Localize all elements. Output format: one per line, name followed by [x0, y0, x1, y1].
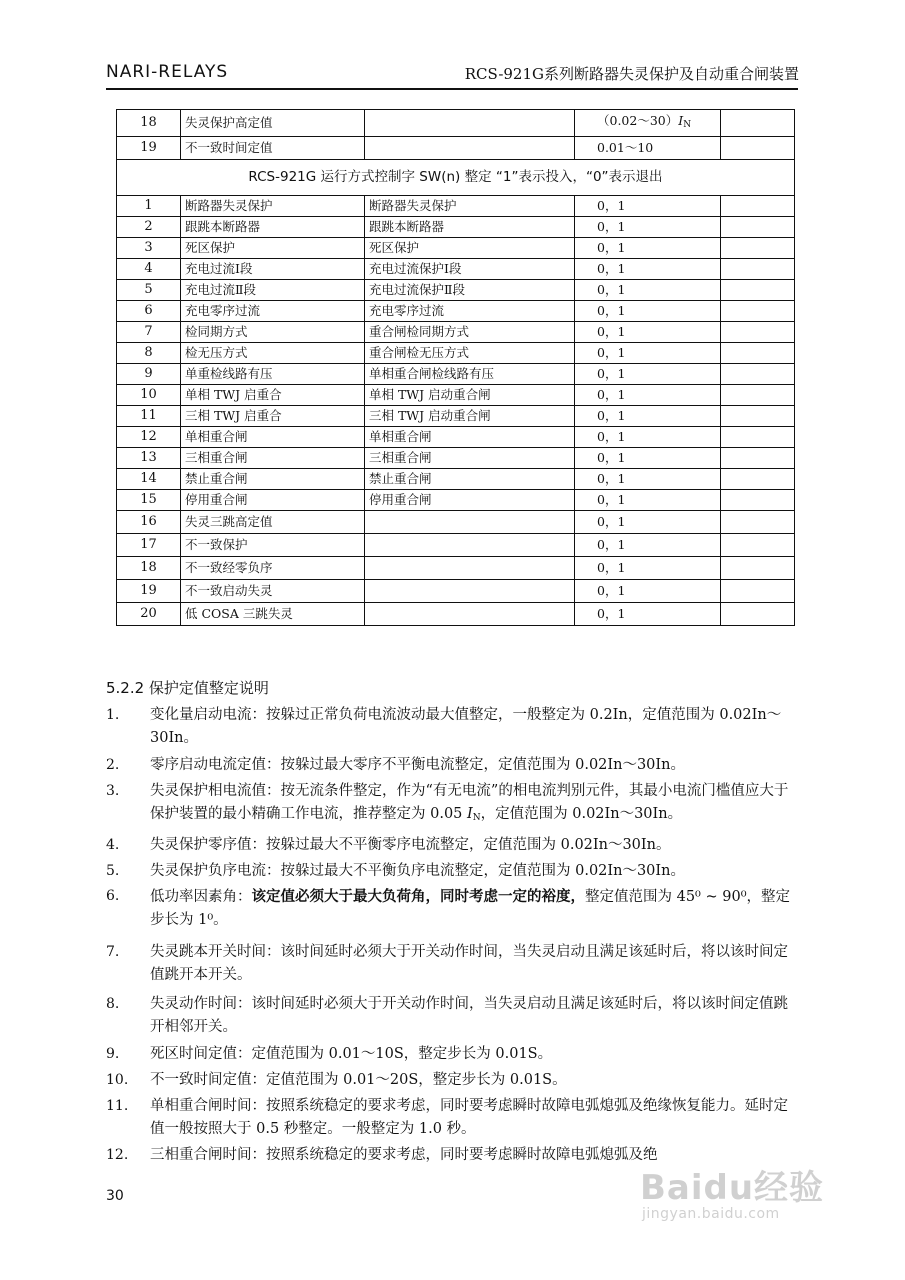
page-number: 30 — [106, 1188, 124, 1204]
cell-description: 充电过流保护Ⅱ段 — [365, 280, 575, 301]
list-item — [106, 1069, 802, 1092]
cell-description: 死区保护 — [365, 238, 575, 259]
item-text-part: 失灵保护相电流值：按无流条件整定，作为“有无电流”的相电流判别元件，其最小电流门槛值应大于保护装置的最小精确工作电流，推荐整定为 0.05 — [150, 783, 789, 822]
list-item — [106, 834, 802, 857]
cell-range: 0，1 — [575, 385, 721, 406]
cell-range: 0，1 — [575, 469, 721, 490]
table-row — [117, 196, 795, 217]
cell-extra — [721, 322, 795, 343]
cell-range: 0，1 — [575, 322, 721, 343]
table-row — [117, 603, 795, 626]
cell-number: 18 — [117, 110, 181, 137]
list-item — [106, 993, 802, 1039]
cell-description: 禁止重合闸 — [365, 469, 575, 490]
cell-name: 充电零序过流 — [181, 301, 365, 322]
range-text: 0.01～10 — [597, 140, 654, 155]
cell-extra — [721, 196, 795, 217]
cell-name: 单相 TWJ 启重合 — [181, 385, 365, 406]
item-text-bold: 该定值必须大于最大负荷角，同时考虑一定的裕度， — [251, 888, 585, 905]
unit-subscript: N — [683, 120, 692, 130]
table-row — [117, 110, 795, 137]
item-number: 9. — [106, 1046, 120, 1062]
cell-range: 0，1 — [575, 364, 721, 385]
table-row — [117, 534, 795, 557]
cell-number: 11 — [117, 406, 181, 427]
cell-extra — [721, 427, 795, 448]
cell-extra — [721, 364, 795, 385]
item-number: 8. — [106, 996, 120, 1012]
item-number: 5. — [106, 863, 120, 879]
cell-name: 单相重合闸 — [181, 427, 365, 448]
list-item — [106, 885, 802, 932]
cell-description: 重合闸检无压方式 — [365, 343, 575, 364]
item-text: 变化量启动电流：按躲过正常负荷电流波动最大值整定，一般整定为 0.2In，定值范围为 0.02In～30In。 — [150, 707, 782, 746]
item-text: 失灵跳本开关时间：该时间延时必须大于开关动作时间，当失灵启动且满足该延时后，将以该时间定值跳开本开关。 — [150, 944, 788, 983]
cell-extra — [721, 534, 795, 557]
item-text-part: ，定值范围为 0.02In～30In。 — [480, 806, 683, 822]
table-row — [117, 427, 795, 448]
cell-description: 单相 TWJ 启动重合闸 — [365, 385, 575, 406]
cell-range: 0，1 — [575, 406, 721, 427]
cell-description — [365, 557, 575, 580]
cell-description: 单相重合闸检线路有压 — [365, 364, 575, 385]
cell-description — [365, 534, 575, 557]
cell-number: 1 — [117, 196, 181, 217]
item-text — [150, 885, 802, 932]
cell-name: 禁止重合闸 — [181, 469, 365, 490]
cell-extra — [721, 490, 795, 511]
table-row — [117, 137, 795, 160]
list-item — [106, 704, 802, 750]
cell-number: 19 — [117, 580, 181, 603]
list-item — [106, 780, 802, 830]
unit-symbol: I — [678, 113, 684, 128]
cell-number: 18 — [117, 557, 181, 580]
item-text: 失灵保护零序值：按躲过最大不平衡零序电流整定，定值范围为 0.02In～30In。 — [150, 837, 671, 853]
cell-description: 断路器失灵保护 — [365, 196, 575, 217]
cell-name: 不一致经零负序 — [181, 557, 365, 580]
range-text: （0.02～30） — [597, 113, 679, 128]
cell-description: 充电零序过流 — [365, 301, 575, 322]
table-row — [117, 490, 795, 511]
cell-range: 0，1 — [575, 448, 721, 469]
cell-extra — [721, 259, 795, 280]
cell-name: 跟跳本断路器 — [181, 217, 365, 238]
cell-name: 断路器失灵保护 — [181, 196, 365, 217]
cell-range: 0，1 — [575, 511, 721, 534]
table-row — [117, 301, 795, 322]
cell-number: 13 — [117, 448, 181, 469]
cell-range — [575, 137, 721, 160]
item-text-part: 低功率因素角： — [150, 889, 252, 905]
header-doc-title: RCS-921G系列断路器失灵保护及自动重合闸装置 — [464, 65, 799, 83]
item-number: 11. — [106, 1098, 129, 1114]
cell-extra — [721, 557, 795, 580]
cell-extra — [721, 385, 795, 406]
table-row — [117, 469, 795, 490]
cell-number: 14 — [117, 469, 181, 490]
item-text: 死区时间定值：定值范围为 0.01～10S，整定步长为 0.01S。 — [150, 1046, 553, 1062]
list-item — [106, 1043, 802, 1066]
cell-number: 17 — [117, 534, 181, 557]
cell-name: 停用重合闸 — [181, 490, 365, 511]
list-item — [106, 860, 802, 883]
cell-number: 5 — [117, 280, 181, 301]
item-number: 3. — [106, 783, 120, 799]
baidu-watermark — [640, 1160, 860, 1230]
cell-name: 不一致启动失灵 — [181, 580, 365, 603]
item-text: 三相重合闸时间：按照系统稳定的要求考虑，同时要考虑瞬时故障电弧熄弧及绝 — [150, 1147, 658, 1163]
table-row — [117, 322, 795, 343]
section-header-row — [117, 160, 795, 196]
cell-range: 0，1 — [575, 557, 721, 580]
table-row — [117, 557, 795, 580]
section-title: 5.2.2 保护定值整定说明 — [106, 679, 269, 697]
cell-description: 三相重合闸 — [365, 448, 575, 469]
table-row — [117, 406, 795, 427]
table-row — [117, 448, 795, 469]
cell-range: 0，1 — [575, 490, 721, 511]
table-row — [117, 259, 795, 280]
table-row — [117, 238, 795, 259]
cell-description — [365, 580, 575, 603]
cell-range: 0，1 — [575, 427, 721, 448]
cell-name: 充电过流Ⅱ段 — [181, 280, 365, 301]
item-number: 1. — [106, 707, 120, 723]
cell-extra — [721, 511, 795, 534]
cell-description: 单相重合闸 — [365, 427, 575, 448]
item-number: 7. — [106, 944, 120, 960]
cell-description — [365, 511, 575, 534]
table-row — [117, 580, 795, 603]
cell-range: 0，1 — [575, 217, 721, 238]
cell-range: 0，1 — [575, 343, 721, 364]
item-text: 单相重合闸时间：按照系统稳定的要求考虑，同时要考虑瞬时故障电弧熄弧及绝缘恢复能力。延时定值一般按照大于 0.5 秒整定。一般整定为 1.0 秒。 — [150, 1098, 788, 1137]
cell-range: 0，1 — [575, 280, 721, 301]
cell-name: 检同期方式 — [181, 322, 365, 343]
settings-table — [116, 109, 795, 626]
cell-extra — [721, 406, 795, 427]
item-text — [150, 780, 802, 830]
item-text: 失灵动作时间：该时间延时必须大于开关动作时间，当失灵启动且满足该延时后，将以该时间定值跳开相邻开关。 — [150, 996, 788, 1035]
cell-range: 0，1 — [575, 238, 721, 259]
cell-name: 不一致保护 — [181, 534, 365, 557]
cell-description: 三相 TWJ 启动重合闸 — [365, 406, 575, 427]
cell-name: 充电过流Ⅰ段 — [181, 259, 365, 280]
cell-description: 充电过流保护Ⅰ段 — [365, 259, 575, 280]
table-row — [117, 280, 795, 301]
cell-extra — [721, 110, 795, 137]
cell-description — [365, 137, 575, 160]
item-text-part: 整定值范围为 45⁰ ~ 90⁰，整定步长为 1⁰。 — [150, 889, 791, 928]
cell-extra — [721, 301, 795, 322]
cell-range: 0，1 — [575, 603, 721, 626]
cell-range: 0，1 — [575, 196, 721, 217]
cell-extra — [721, 603, 795, 626]
cell-number: 2 — [117, 217, 181, 238]
cell-number: 19 — [117, 137, 181, 160]
cell-range: 0，1 — [575, 259, 721, 280]
cell-extra — [721, 448, 795, 469]
table-row — [117, 511, 795, 534]
item-text: 不一致时间定值：定值范围为 0.01～20S，整定步长为 0.01S。 — [150, 1072, 567, 1088]
cell-extra — [721, 238, 795, 259]
cell-range — [575, 110, 721, 137]
table-row — [117, 343, 795, 364]
header-brand: NARI-RELAYS — [106, 62, 229, 82]
cell-number: 16 — [117, 511, 181, 534]
cell-number: 9 — [117, 364, 181, 385]
item-number: 4. — [106, 837, 120, 853]
cell-name: 不一致时间定值 — [181, 137, 365, 160]
cell-extra — [721, 343, 795, 364]
cell-number: 10 — [117, 385, 181, 406]
item-number: 10. — [106, 1072, 129, 1088]
cell-number: 4 — [117, 259, 181, 280]
cell-name: 死区保护 — [181, 238, 365, 259]
cell-description: 停用重合闸 — [365, 490, 575, 511]
list-item — [106, 754, 802, 777]
watermark-url: jingyan.baidu.com — [642, 1206, 780, 1222]
section-header-cell: RCS-921G 运行方式控制字 SW(n) 整定 “1”表示投入，“0”表示退出 — [117, 160, 795, 196]
unit-symbol: I — [467, 806, 473, 822]
item-text: 失灵保护负序电流：按躲过最大不平衡负序电流整定，定值范围为 0.02In～30In。 — [150, 863, 685, 879]
table-row — [117, 364, 795, 385]
cell-number: 8 — [117, 343, 181, 364]
table-row — [117, 217, 795, 238]
list-item — [106, 1095, 802, 1141]
cell-extra — [721, 580, 795, 603]
cell-name: 检无压方式 — [181, 343, 365, 364]
item-number: 6. — [106, 888, 120, 904]
cell-name: 三相 TWJ 启重合 — [181, 406, 365, 427]
cell-name: 失灵三跳高定值 — [181, 511, 365, 534]
cell-number: 7 — [117, 322, 181, 343]
cell-name: 单重检线路有压 — [181, 364, 365, 385]
cell-number: 3 — [117, 238, 181, 259]
cell-range: 0，1 — [575, 580, 721, 603]
cell-extra — [721, 137, 795, 160]
item-number: 2. — [106, 757, 120, 773]
cell-description: 重合闸检同期方式 — [365, 322, 575, 343]
cell-name: 三相重合闸 — [181, 448, 365, 469]
item-text: 零序启动电流定值：按躲过最大零序不平衡电流整定，定值范围为 0.02In～30In。 — [150, 757, 685, 773]
cell-range: 0，1 — [575, 534, 721, 557]
cell-number: 6 — [117, 301, 181, 322]
cell-description — [365, 603, 575, 626]
cell-extra — [721, 469, 795, 490]
watermark-logo: Baidu经验 — [640, 1168, 825, 1208]
item-number: 12. — [106, 1147, 129, 1163]
list-item — [106, 941, 802, 987]
cell-extra — [721, 217, 795, 238]
table-row — [117, 385, 795, 406]
cell-description: 跟跳本断路器 — [365, 217, 575, 238]
settings-description-list — [106, 704, 802, 1167]
cell-extra — [721, 280, 795, 301]
cell-range: 0，1 — [575, 301, 721, 322]
cell-number: 12 — [117, 427, 181, 448]
cell-number: 15 — [117, 490, 181, 511]
unit-subscript: N — [472, 813, 481, 823]
header-rule — [106, 88, 798, 90]
cell-name: 失灵保护高定值 — [181, 110, 365, 137]
cell-description — [365, 110, 575, 137]
cell-name: 低 COSA 三跳失灵 — [181, 603, 365, 626]
cell-number: 20 — [117, 603, 181, 626]
